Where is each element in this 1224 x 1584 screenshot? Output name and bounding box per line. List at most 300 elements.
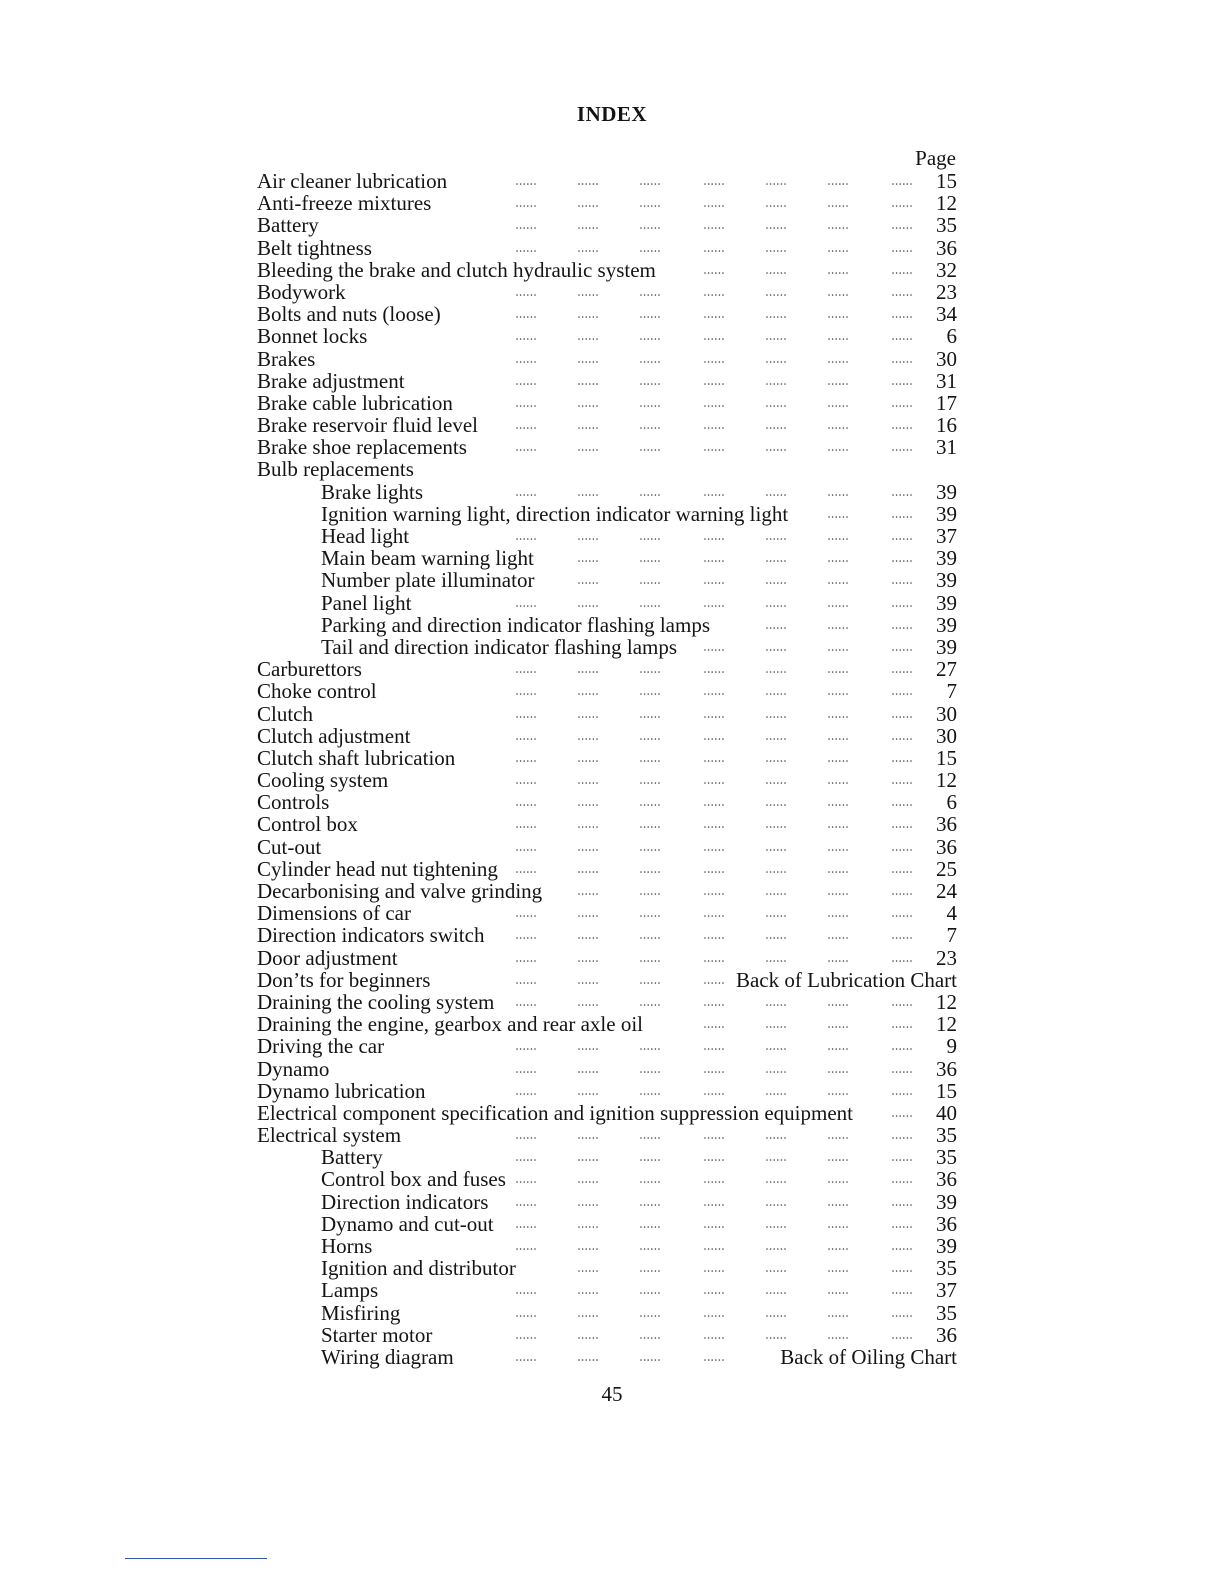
- leader-dots: [765, 932, 787, 940]
- leader-dots: [827, 311, 849, 319]
- entry-page: 31: [936, 435, 957, 460]
- leader-dots: [703, 289, 725, 297]
- leader-dots: [891, 378, 913, 386]
- leader-dots: [515, 777, 537, 785]
- entry-label: Don’ts for beginners: [257, 967, 431, 992]
- leader-dots: [515, 600, 537, 608]
- leader-dots: [639, 1154, 661, 1162]
- leader-dots: [515, 733, 537, 741]
- entry-page: 39: [936, 501, 957, 526]
- leader-dots: [891, 1021, 913, 1029]
- entry-page: 39: [936, 1234, 957, 1258]
- index-entry: [257, 1102, 957, 1124]
- leader-dots: [515, 444, 537, 452]
- leader-dots: [827, 955, 849, 963]
- leader-dots: [639, 799, 661, 807]
- leader-dots: [639, 178, 661, 186]
- leader-dots: [827, 178, 849, 186]
- leader-dots: [765, 577, 787, 585]
- index-entry: [257, 769, 957, 791]
- leader-dots: [703, 1066, 725, 1074]
- leader-dots: [765, 866, 787, 874]
- index-list: [257, 170, 957, 1368]
- leader-dots: [703, 600, 725, 608]
- leader-dots: [891, 577, 913, 585]
- entry-label: Bulb replacements: [257, 457, 414, 482]
- leader-dots: [703, 333, 725, 341]
- leader-dots: [703, 755, 725, 763]
- leader-dots: [515, 1354, 537, 1362]
- index-entry: [257, 725, 957, 747]
- leader-dots: [827, 1199, 849, 1207]
- leader-dots: [639, 1243, 661, 1251]
- leader-dots: [891, 489, 913, 497]
- leader-dots: [827, 777, 849, 785]
- leader-dots: [577, 1199, 599, 1207]
- leader-dots: [827, 533, 849, 541]
- index-entry: [257, 192, 957, 214]
- leader-dots: [577, 1265, 599, 1273]
- leader-dots: [639, 1265, 661, 1273]
- leader-dots: [577, 577, 599, 585]
- leader-dots: [827, 1332, 849, 1340]
- leader-dots: [639, 1088, 661, 1096]
- index-entry: [257, 703, 957, 725]
- leader-dots: [703, 932, 725, 940]
- leader-dots: [577, 1088, 599, 1096]
- leader-dots: [577, 333, 599, 341]
- index-entry: [257, 947, 957, 969]
- leader-dots: [827, 644, 849, 652]
- leader-dots: [639, 1354, 661, 1362]
- leader-dots: [827, 844, 849, 852]
- leader-dots: [515, 422, 537, 430]
- leader-dots: [639, 1043, 661, 1051]
- entry-label: Bonnet locks: [257, 324, 368, 349]
- entry-label: Brake reservoir fluid level: [257, 413, 478, 438]
- index-subentry: [257, 1302, 957, 1324]
- entry-label: Wiring diagram: [321, 1344, 454, 1369]
- leader-dots: [577, 200, 599, 208]
- entry-page: 27: [936, 657, 957, 682]
- leader-dots: [827, 888, 849, 896]
- entry-label: Bodywork: [257, 279, 346, 304]
- leader-dots: [891, 1154, 913, 1162]
- leader-dots: [515, 977, 537, 985]
- entry-label: Head light: [321, 524, 410, 548]
- entry-page: 15: [936, 1078, 957, 1103]
- leader-dots: [639, 1132, 661, 1140]
- index-entry: [257, 325, 957, 347]
- leader-dots: [765, 910, 787, 918]
- leader-dots: [577, 1043, 599, 1051]
- entry-label: Decarbonising and valve grinding: [257, 879, 543, 903]
- leader-dots: [827, 733, 849, 741]
- leader-dots: [765, 533, 787, 541]
- leader-dots: [577, 1287, 599, 1295]
- entry-page: 34: [936, 302, 957, 327]
- leader-dots: [891, 955, 913, 963]
- leader-dots: [703, 1199, 725, 1207]
- entry-label: Tail and direction indicator flashing lamps: [321, 634, 678, 659]
- index-subentry: [257, 1168, 957, 1190]
- entry-label: Dynamo lubrication: [257, 1078, 426, 1103]
- leader-dots: [765, 622, 787, 630]
- leader-dots: [891, 999, 913, 1007]
- leader-dots: [703, 444, 725, 452]
- leader-dots: [703, 777, 725, 785]
- leader-dots: [891, 1310, 913, 1318]
- leader-dots: [515, 866, 537, 874]
- leader-dots: [515, 311, 537, 319]
- leader-dots: [765, 245, 787, 253]
- leader-dots: [639, 333, 661, 341]
- entry-page: 6: [946, 790, 957, 815]
- leader-dots: [891, 333, 913, 341]
- leader-dots: [639, 444, 661, 452]
- entry-page: 36: [936, 1056, 957, 1081]
- leader-dots: [765, 888, 787, 896]
- leader-dots: [891, 289, 913, 297]
- index-entry: [257, 370, 957, 392]
- leader-dots: [639, 955, 661, 963]
- leader-dots: [577, 1066, 599, 1074]
- leader-dots: [577, 977, 599, 985]
- entry-label: Cylinder head nut tightening: [257, 856, 498, 881]
- leader-dots: [827, 1287, 849, 1295]
- entry-page: 4: [946, 901, 957, 926]
- leader-dots: [515, 799, 537, 807]
- leader-dots: [891, 1132, 913, 1140]
- leader-dots: [639, 666, 661, 674]
- leader-dots: [703, 422, 725, 430]
- entry-page: 15: [936, 169, 957, 193]
- index-subentry: [257, 1324, 957, 1346]
- entry-page: 35: [936, 1145, 957, 1170]
- leader-dots: [765, 311, 787, 319]
- leader-dots: [765, 333, 787, 341]
- entry-label: Control box: [257, 812, 358, 837]
- page-number: 45: [601, 1382, 623, 1406]
- entry-page: 36: [936, 1322, 957, 1347]
- entry-page: 36: [936, 1167, 957, 1192]
- leader-dots: [577, 1332, 599, 1340]
- leader-dots: [515, 378, 537, 386]
- leader-dots: [515, 222, 537, 230]
- leader-dots: [639, 777, 661, 785]
- leader-dots: [515, 178, 537, 186]
- entry-page: 9: [946, 1034, 957, 1059]
- leader-dots: [577, 1176, 599, 1184]
- leader-dots: [827, 600, 849, 608]
- leader-dots: [703, 1243, 725, 1251]
- leader-dots: [639, 755, 661, 763]
- entry-page: 12: [936, 768, 957, 793]
- leader-dots: [765, 1310, 787, 1318]
- entry-label: Brake lights: [321, 479, 424, 504]
- leader-dots: [891, 245, 913, 253]
- leader-dots: [765, 755, 787, 763]
- leader-dots: [577, 356, 599, 364]
- entry-page: 39: [936, 612, 957, 637]
- leader-dots: [827, 489, 849, 497]
- entry-page: 39: [936, 590, 957, 615]
- leader-dots: [703, 533, 725, 541]
- leader-dots: [827, 222, 849, 230]
- leader-dots: [577, 711, 599, 719]
- leader-dots: [577, 1154, 599, 1162]
- leader-dots: [891, 622, 913, 630]
- index-entry: [257, 658, 957, 680]
- leader-dots: [577, 932, 599, 940]
- leader-dots: [515, 932, 537, 940]
- leader-dots: [515, 245, 537, 253]
- leader-dots: [827, 378, 849, 386]
- leader-dots: [577, 666, 599, 674]
- leader-dots: [891, 666, 913, 674]
- leader-dots: [891, 200, 913, 208]
- leader-dots: [703, 1132, 725, 1140]
- leader-dots: [891, 1243, 913, 1251]
- leader-dots: [577, 245, 599, 253]
- entry-page: 37: [936, 524, 957, 548]
- leader-dots: [577, 600, 599, 608]
- entry-label: Draining the engine, gearbox and rear axle oil: [257, 1012, 644, 1037]
- entry-page: 30: [936, 723, 957, 748]
- entry-label: Battery: [257, 213, 319, 238]
- leader-dots: [515, 955, 537, 963]
- entry-label: Brakes: [257, 346, 316, 371]
- leader-dots: [891, 533, 913, 541]
- index-subentry: [257, 481, 957, 503]
- leader-dots: [515, 1243, 537, 1251]
- entry-label: Clutch shaft lubrication: [257, 745, 456, 770]
- leader-dots: [577, 289, 599, 297]
- leader-dots: [703, 910, 725, 918]
- leader-dots: [577, 1132, 599, 1140]
- leader-dots: [703, 1332, 725, 1340]
- leader-dots: [703, 267, 725, 275]
- leader-dots: [639, 1199, 661, 1207]
- leader-dots: [577, 910, 599, 918]
- leader-dots: [827, 200, 849, 208]
- leader-dots: [515, 1066, 537, 1074]
- leader-dots: [639, 289, 661, 297]
- entry-page: 39: [936, 479, 957, 504]
- leader-dots: [765, 1043, 787, 1051]
- leader-dots: [765, 733, 787, 741]
- leader-dots: [639, 1066, 661, 1074]
- index-subentry: [257, 547, 957, 569]
- leader-dots: [515, 755, 537, 763]
- index-entry: [257, 392, 957, 414]
- entry-label: Brake shoe replacements: [257, 435, 467, 460]
- leader-dots: [577, 888, 599, 896]
- entry-label: Controls: [257, 790, 330, 815]
- entry-page: Back of Oiling Chart: [780, 1344, 957, 1369]
- leader-dots: [891, 356, 913, 364]
- leader-dots: [577, 311, 599, 319]
- index-entry: [257, 902, 957, 924]
- leader-dots: [891, 1287, 913, 1295]
- leader-dots: [765, 688, 787, 696]
- entry-label: Belt tightness: [257, 235, 372, 260]
- leader-dots: [577, 799, 599, 807]
- leader-dots: [703, 999, 725, 1007]
- leader-dots: [703, 1354, 725, 1362]
- leader-dots: [639, 711, 661, 719]
- leader-dots: [577, 422, 599, 430]
- leader-dots: [827, 999, 849, 1007]
- entry-page: 7: [946, 923, 957, 948]
- index-subentry: [257, 1146, 957, 1168]
- leader-dots: [827, 666, 849, 674]
- index-entry: [257, 1058, 957, 1080]
- index-entry: [257, 813, 957, 835]
- leader-dots: [827, 356, 849, 364]
- entry-label: Dimensions of car: [257, 901, 411, 926]
- leader-dots: [891, 1176, 913, 1184]
- leader-dots: [577, 1310, 599, 1318]
- leader-dots: [577, 955, 599, 963]
- leader-dots: [891, 910, 913, 918]
- leader-dots: [891, 866, 913, 874]
- leader-dots: [639, 1310, 661, 1318]
- leader-dots: [703, 666, 725, 674]
- leader-dots: [515, 289, 537, 297]
- leader-dots: [765, 844, 787, 852]
- entry-label: Control box and fuses: [321, 1167, 506, 1192]
- leader-dots: [639, 977, 661, 985]
- index-entry: [257, 680, 957, 702]
- leader-dots: [577, 378, 599, 386]
- leader-dots: [515, 356, 537, 364]
- entry-label: Cut-out: [257, 834, 322, 859]
- leader-dots: [639, 555, 661, 563]
- leader-dots: [827, 1176, 849, 1184]
- index-entry: [257, 1124, 957, 1146]
- leader-dots: [639, 1221, 661, 1229]
- entry-label: Clutch adjustment: [257, 723, 411, 748]
- leader-dots: [827, 1132, 849, 1140]
- leader-dots: [891, 688, 913, 696]
- entry-label: Clutch: [257, 701, 313, 726]
- entry-page: 35: [936, 1256, 957, 1281]
- index-entry: [257, 237, 957, 259]
- index-entry: [257, 880, 957, 902]
- entry-label: Number plate illuminator: [321, 568, 535, 593]
- leader-dots: [577, 533, 599, 541]
- entry-label: Direction indicators switch: [257, 923, 485, 948]
- leader-dots: [765, 489, 787, 497]
- leader-dots: [827, 267, 849, 275]
- leader-dots: [827, 1221, 849, 1229]
- leader-dots: [891, 799, 913, 807]
- leader-dots: [765, 999, 787, 1007]
- index-entry: [257, 303, 957, 325]
- leader-dots: [515, 1310, 537, 1318]
- entry-page: 23: [936, 945, 957, 970]
- leader-dots: [827, 511, 849, 519]
- entry-page: 23: [936, 279, 957, 304]
- index-subentry: [257, 569, 957, 591]
- entry-label: Brake adjustment: [257, 368, 405, 393]
- leader-dots: [827, 555, 849, 563]
- leader-dots: [827, 289, 849, 297]
- leader-dots: [703, 977, 725, 985]
- leader-dots: [827, 1154, 849, 1162]
- leader-dots: [639, 688, 661, 696]
- leader-dots: [639, 1176, 661, 1184]
- entry-label: Draining the cooling system: [257, 989, 495, 1014]
- footnote-rule: [125, 1558, 267, 1559]
- leader-dots: [765, 1066, 787, 1074]
- leader-dots: [639, 200, 661, 208]
- leader-dots: [827, 245, 849, 253]
- leader-dots: [515, 1088, 537, 1096]
- leader-dots: [703, 799, 725, 807]
- leader-dots: [515, 1199, 537, 1207]
- index-entry: [257, 259, 957, 281]
- leader-dots: [827, 1021, 849, 1029]
- entry-label: Main beam warning light: [321, 546, 534, 571]
- leader-dots: [639, 888, 661, 896]
- leader-dots: [891, 444, 913, 452]
- index-entry: [257, 1013, 957, 1035]
- leader-dots: [765, 1154, 787, 1162]
- leader-dots: [827, 1043, 849, 1051]
- index-entry: [257, 170, 957, 192]
- entry-page: 30: [936, 701, 957, 726]
- leader-dots: [703, 1176, 725, 1184]
- entry-page: 36: [936, 834, 957, 859]
- leader-dots: [827, 755, 849, 763]
- leader-dots: [515, 1287, 537, 1295]
- page-title: INDEX: [576, 102, 648, 126]
- leader-dots: [891, 511, 913, 519]
- leader-dots: [703, 688, 725, 696]
- leader-dots: [515, 711, 537, 719]
- entry-page: 12: [936, 191, 957, 216]
- index-entry: [257, 836, 957, 858]
- leader-dots: [577, 999, 599, 1007]
- leader-dots: [703, 400, 725, 408]
- leader-dots: [765, 666, 787, 674]
- leader-dots: [765, 555, 787, 563]
- index-subentry: [257, 503, 957, 525]
- leader-dots: [639, 999, 661, 1007]
- leader-dots: [703, 378, 725, 386]
- entry-page: 17: [936, 390, 957, 415]
- leader-dots: [765, 600, 787, 608]
- entry-page: 35: [936, 213, 957, 238]
- leader-dots: [765, 777, 787, 785]
- leader-dots: [515, 999, 537, 1007]
- index-entry: [257, 924, 957, 946]
- entry-label: Electrical component specification and ignition suppression equipment: [257, 1100, 854, 1125]
- leader-dots: [639, 932, 661, 940]
- leader-dots: [515, 1221, 537, 1229]
- index-entry: [257, 858, 957, 880]
- entry-page: 35: [936, 1300, 957, 1325]
- leader-dots: [827, 1265, 849, 1273]
- entry-page: 36: [936, 235, 957, 260]
- leader-dots: [703, 1088, 725, 1096]
- leader-dots: [765, 711, 787, 719]
- leader-dots: [765, 1265, 787, 1273]
- leader-dots: [577, 222, 599, 230]
- entry-page: 24: [936, 879, 957, 903]
